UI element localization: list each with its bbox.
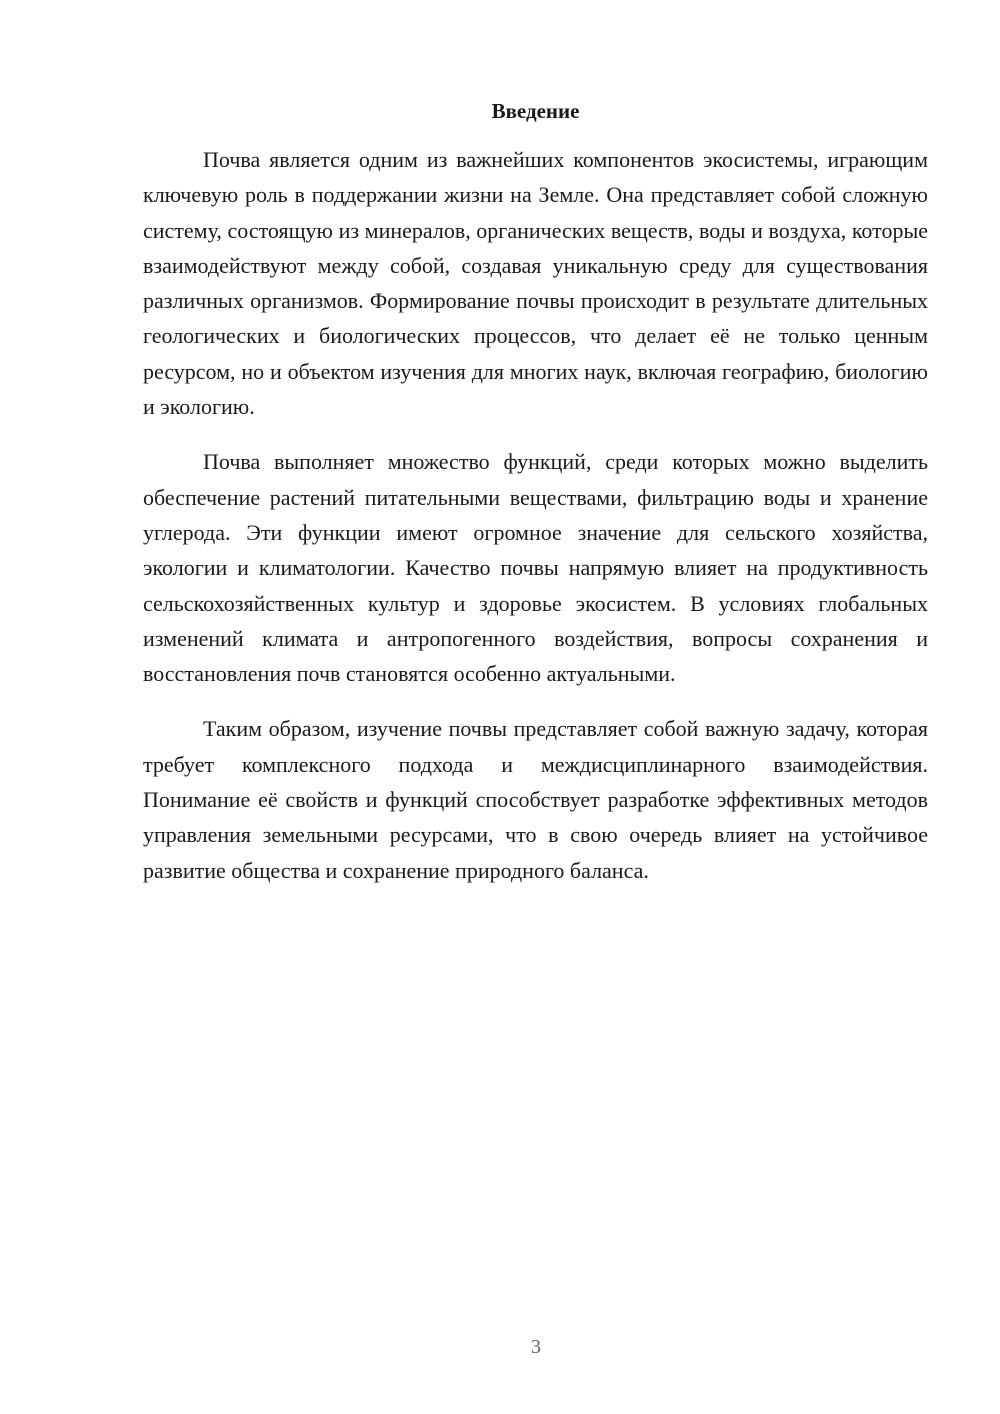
section-heading: Введение: [491, 99, 580, 123]
page-number: 3: [531, 1336, 541, 1358]
body-text: [143, 142, 928, 908]
paragraph-1: Почва является одним из важнейших компонентов экосистемы, играющим ключевую роль в поддержании жизни на Земле. Она представляет собой сложную систему, состоящую из минералов, органических веществ, воды и воздуха, которые взаимодействуют между собой, создавая уникальную среду для существования различных организмов. Формирование почвы происходит в результате длительных геологических и биологических процессов, что делает её не только ценным ресурсом, но и объектом изучения для многих наук, включая географию, биологию и экологию.: [143, 147, 928, 420]
paragraph-2: Почва выполняет множество функций, среди которых можно выделить обеспечение растений питательными веществами, фильтрацию воды и хранение углерода. Эти функции имеют огромное значение для сельского хозяйства, экологии и климатологии. Качество почвы напрямую влияет на продуктивность сельскохозяйственных культур и здоровье экосистем. В условиях глобальных изменений климата и антропогенного воздействия, вопросы сохранения и восстановления почв становятся особенно актуальными.: [143, 449, 928, 687]
paragraph-3: Таким образом, изучение почвы представляет собой важную задачу, которая требует комплексного подхода и междисциплинарного взаимодействия. Понимание её свойств и функций способствует разработке эффективных методов управления земельными ресурсами, что в свою очередь влияет на устойчивое развитие общества и сохранение природного баланса.: [143, 716, 928, 883]
